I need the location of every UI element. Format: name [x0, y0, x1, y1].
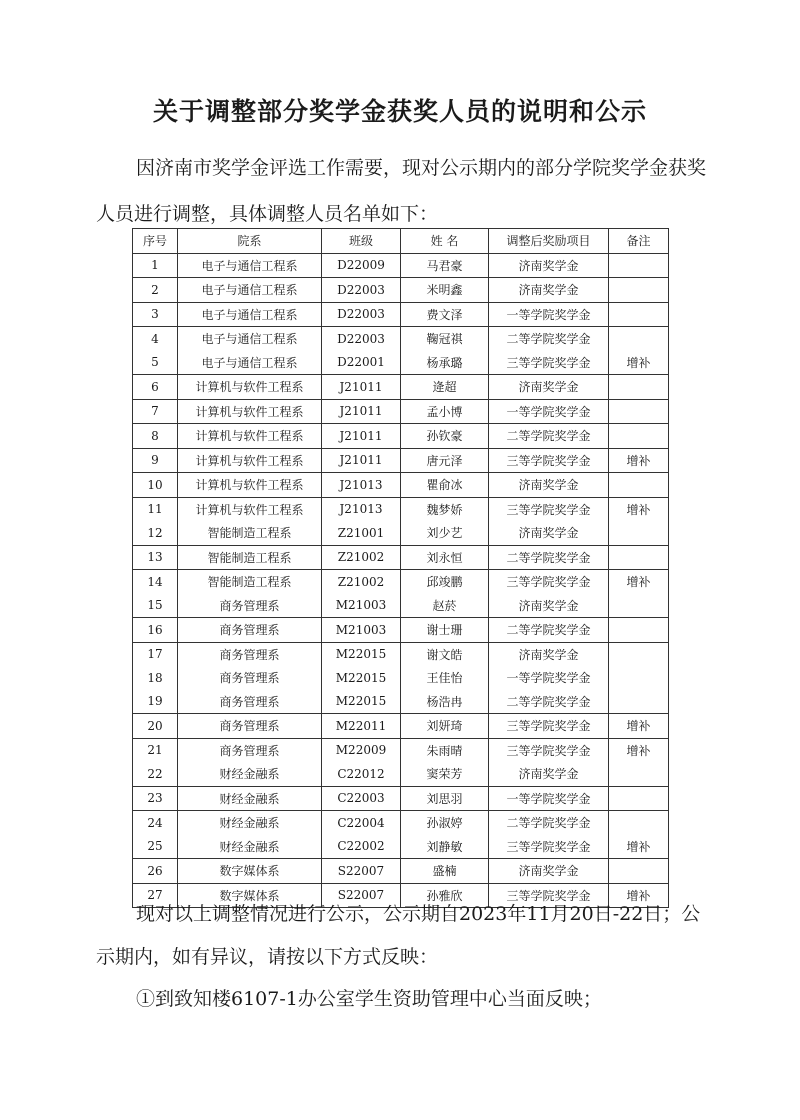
- cell-note: [609, 642, 669, 666]
- cell-award: 二等学院奖学金: [489, 424, 609, 449]
- header-dept: 院系: [178, 229, 322, 254]
- cell-seq: 2: [133, 278, 178, 303]
- cell-note: 增补: [609, 570, 669, 594]
- cell-note: 增补: [609, 351, 669, 375]
- table-row: [133, 473, 669, 498]
- cell-seq: 22: [133, 762, 178, 786]
- table-row: [133, 762, 669, 786]
- table-row: [133, 327, 669, 351]
- cell-award: 二等学院奖学金: [489, 545, 609, 570]
- cell-note: 增补: [609, 497, 669, 521]
- cell-class: M22011: [322, 714, 401, 739]
- table-row: [133, 811, 669, 835]
- cell-dept: 计算机与软件工程系: [178, 473, 322, 498]
- cell-dept: 财经金融系: [178, 835, 322, 859]
- cell-name: 费文泽: [401, 302, 489, 327]
- cell-note: [609, 302, 669, 327]
- cell-award: 一等学院奖学金: [489, 786, 609, 811]
- header-name: 姓 名: [401, 229, 489, 254]
- cell-note: 增补: [609, 714, 669, 739]
- cell-award: 三等学院奖学金: [489, 351, 609, 375]
- cell-name: 杨浩冉: [401, 690, 489, 714]
- cell-note: [609, 278, 669, 303]
- cell-class: J21011: [322, 448, 401, 473]
- table-row: [133, 618, 669, 643]
- cell-note: [609, 521, 669, 545]
- cell-class: D22003: [322, 278, 401, 303]
- cell-seq: 13: [133, 545, 178, 570]
- cell-award: 二等学院奖学金: [489, 811, 609, 835]
- cell-seq: 9: [133, 448, 178, 473]
- table-row: [133, 859, 669, 884]
- cell-class: D22003: [322, 302, 401, 327]
- cell-seq: 16: [133, 618, 178, 643]
- cell-dept: 财经金融系: [178, 762, 322, 786]
- document-title: 关于调整部分奖学金获奖人员的说明和公示: [152, 97, 647, 126]
- cell-dept: 财经金融系: [178, 811, 322, 835]
- table-row: [133, 278, 669, 303]
- closing-paragraph: [96, 893, 716, 979]
- cell-note: [609, 666, 669, 690]
- cell-class: J21011: [322, 375, 401, 400]
- cell-seq: 6: [133, 375, 178, 400]
- cell-seq: 12: [133, 521, 178, 545]
- cell-note: [609, 473, 669, 498]
- table-row: [133, 570, 669, 594]
- cell-class: D22009: [322, 253, 401, 278]
- cell-dept: 数字媒体系: [178, 883, 322, 908]
- cell-note: 增补: [609, 835, 669, 859]
- cell-award: 三等学院奖学金: [489, 835, 609, 859]
- cell-note: [609, 859, 669, 884]
- table-header-row: [133, 229, 669, 254]
- cell-dept: 智能制造工程系: [178, 570, 322, 594]
- cell-seq: 10: [133, 473, 178, 498]
- cell-name: 谢士珊: [401, 618, 489, 643]
- cell-seq: 24: [133, 811, 178, 835]
- cell-seq: 17: [133, 642, 178, 666]
- cell-award: 济南奖学金: [489, 253, 609, 278]
- cell-note: [609, 594, 669, 618]
- cell-name: 鞠冠祺: [401, 327, 489, 351]
- cell-name: 窦荣芳: [401, 762, 489, 786]
- cell-note: [609, 327, 669, 351]
- cell-dept: 商务管理系: [178, 714, 322, 739]
- cell-award: 二等学院奖学金: [489, 618, 609, 643]
- cell-note: [609, 786, 669, 811]
- cell-dept: 智能制造工程系: [178, 545, 322, 570]
- cell-class: M22015: [322, 666, 401, 690]
- cell-note: [609, 399, 669, 424]
- cell-award: 三等学院奖学金: [489, 570, 609, 594]
- cell-class: Z21002: [322, 545, 401, 570]
- cell-class: J21013: [322, 497, 401, 521]
- cell-class: J21013: [322, 473, 401, 498]
- cell-class: J21011: [322, 399, 401, 424]
- cell-name: 唐元泽: [401, 448, 489, 473]
- cell-class: C22004: [322, 811, 401, 835]
- cell-seq: 27: [133, 883, 178, 908]
- cell-seq: 25: [133, 835, 178, 859]
- cell-dept: 商务管理系: [178, 690, 322, 714]
- cell-seq: 1: [133, 253, 178, 278]
- cell-award: 济南奖学金: [489, 762, 609, 786]
- cell-note: 增补: [609, 448, 669, 473]
- table-row: [133, 786, 669, 811]
- cell-class: Z21002: [322, 570, 401, 594]
- cell-class: D22003: [322, 327, 401, 351]
- cell-class: M22015: [322, 642, 401, 666]
- cell-name: 刘静敏: [401, 835, 489, 859]
- cell-name: 刘永恒: [401, 545, 489, 570]
- cell-award: 三等学院奖学金: [489, 448, 609, 473]
- cell-seq: 21: [133, 738, 178, 762]
- cell-award: 三等学院奖学金: [489, 738, 609, 762]
- cell-award: 二等学院奖学金: [489, 327, 609, 351]
- cell-dept: 电子与通信工程系: [178, 327, 322, 351]
- cell-dept: 智能制造工程系: [178, 521, 322, 545]
- cell-class: S22007: [322, 859, 401, 884]
- header-note: 备注: [609, 229, 669, 254]
- cell-dept: 计算机与软件工程系: [178, 448, 322, 473]
- cell-award: 一等学院奖学金: [489, 399, 609, 424]
- cell-dept: 商务管理系: [178, 666, 322, 690]
- cell-class: S22007: [322, 883, 401, 908]
- cell-class: M21003: [322, 594, 401, 618]
- header-seq: 序号: [133, 229, 178, 254]
- cell-dept: 商务管理系: [178, 738, 322, 762]
- cell-seq: 26: [133, 859, 178, 884]
- table-row: [133, 351, 669, 375]
- table-row: [133, 375, 669, 400]
- cell-note: 增补: [609, 738, 669, 762]
- table-row: [133, 690, 669, 714]
- cell-seq: 19: [133, 690, 178, 714]
- cell-note: [609, 375, 669, 400]
- table-row: [133, 666, 669, 690]
- cell-dept: 商务管理系: [178, 642, 322, 666]
- cell-award: 一等学院奖学金: [489, 302, 609, 327]
- cell-class: M22009: [322, 738, 401, 762]
- cell-class: J21011: [322, 424, 401, 449]
- cell-seq: 23: [133, 786, 178, 811]
- adjustment-table: [132, 228, 669, 908]
- cell-dept: 计算机与软件工程系: [178, 399, 322, 424]
- cell-award: 济南奖学金: [489, 521, 609, 545]
- intro-paragraph: [96, 145, 716, 237]
- cell-name: 瞿俞冰: [401, 473, 489, 498]
- cell-note: [609, 545, 669, 570]
- cell-name: 朱雨晴: [401, 738, 489, 762]
- cell-note: [609, 811, 669, 835]
- table-row: [133, 642, 669, 666]
- contact-item-1: ①到致知楼6107-1办公室学生资助管理中心当面反映；: [136, 988, 602, 1010]
- cell-dept: 计算机与软件工程系: [178, 497, 322, 521]
- cell-seq: 18: [133, 666, 178, 690]
- cell-award: 济南奖学金: [489, 278, 609, 303]
- cell-name: 谢文皓: [401, 642, 489, 666]
- cell-name: 孟小博: [401, 399, 489, 424]
- cell-name: 盛楠: [401, 859, 489, 884]
- cell-dept: 电子与通信工程系: [178, 351, 322, 375]
- cell-seq: 8: [133, 424, 178, 449]
- cell-name: 刘妍琦: [401, 714, 489, 739]
- table-row: [133, 521, 669, 545]
- cell-seq: 3: [133, 302, 178, 327]
- cell-class: C22002: [322, 835, 401, 859]
- table-row: [133, 424, 669, 449]
- cell-seq: 11: [133, 497, 178, 521]
- cell-seq: 4: [133, 327, 178, 351]
- cell-dept: 数字媒体系: [178, 859, 322, 884]
- cell-name: 刘少艺: [401, 521, 489, 545]
- cell-seq: 7: [133, 399, 178, 424]
- cell-dept: 财经金融系: [178, 786, 322, 811]
- table-body: [133, 253, 669, 908]
- cell-dept: 计算机与软件工程系: [178, 375, 322, 400]
- cell-name: 王佳怡: [401, 666, 489, 690]
- cell-class: M21003: [322, 618, 401, 643]
- cell-award: 三等学院奖学金: [489, 883, 609, 908]
- cell-dept: 电子与通信工程系: [178, 302, 322, 327]
- cell-note: [609, 762, 669, 786]
- table-row: [133, 835, 669, 859]
- cell-name: 马君豪: [401, 253, 489, 278]
- cell-award: 三等学院奖学金: [489, 714, 609, 739]
- cell-dept: 电子与通信工程系: [178, 253, 322, 278]
- cell-dept: 计算机与软件工程系: [178, 424, 322, 449]
- cell-seq: 14: [133, 570, 178, 594]
- cell-note: [609, 690, 669, 714]
- table-row: [133, 714, 669, 739]
- cell-award: 一等学院奖学金: [489, 666, 609, 690]
- cell-name: 逄超: [401, 375, 489, 400]
- cell-award: 三等学院奖学金: [489, 497, 609, 521]
- cell-class: Z21001: [322, 521, 401, 545]
- table-row: [133, 302, 669, 327]
- table-row: [133, 738, 669, 762]
- cell-name: 米明鑫: [401, 278, 489, 303]
- cell-name: 杨承璐: [401, 351, 489, 375]
- cell-note: [609, 424, 669, 449]
- cell-note: 增补: [609, 883, 669, 908]
- cell-note: [609, 253, 669, 278]
- table-row: [133, 545, 669, 570]
- closing-text: 现对以上调整情况进行公示，公示期自2023年11月20日-22日；公示期内，如有异议，请按以下方式反映：: [96, 903, 701, 968]
- cell-seq: 15: [133, 594, 178, 618]
- cell-name: 赵菸: [401, 594, 489, 618]
- table-row: [133, 497, 669, 521]
- cell-name: 魏梦娇: [401, 497, 489, 521]
- header-class: 班级: [322, 229, 401, 254]
- cell-name: 邱竣鹏: [401, 570, 489, 594]
- cell-award: 济南奖学金: [489, 859, 609, 884]
- cell-seq: 5: [133, 351, 178, 375]
- cell-dept: 商务管理系: [178, 618, 322, 643]
- table-row: [133, 448, 669, 473]
- cell-name: 孙钦豪: [401, 424, 489, 449]
- cell-dept: 电子与通信工程系: [178, 278, 322, 303]
- cell-award: 二等学院奖学金: [489, 690, 609, 714]
- cell-name: 孙淑婷: [401, 811, 489, 835]
- cell-award: 济南奖学金: [489, 473, 609, 498]
- cell-class: M22015: [322, 690, 401, 714]
- cell-name: 孙雅欣: [401, 883, 489, 908]
- header-award: 调整后奖励项目: [489, 229, 609, 254]
- cell-note: [609, 618, 669, 643]
- cell-name: 刘思羽: [401, 786, 489, 811]
- cell-class: C22003: [322, 786, 401, 811]
- cell-class: C22012: [322, 762, 401, 786]
- intro-text: 因济南市奖学金评选工作需要，现对公示期内的部分学院奖学金获奖人员进行调整，具体调整人员名单如下：: [96, 157, 707, 225]
- cell-award: 济南奖学金: [489, 642, 609, 666]
- table-row: [133, 594, 669, 618]
- cell-dept: 商务管理系: [178, 594, 322, 618]
- cell-award: 济南奖学金: [489, 375, 609, 400]
- cell-seq: 20: [133, 714, 178, 739]
- table-row: [133, 399, 669, 424]
- cell-class: D22001: [322, 351, 401, 375]
- cell-award: 济南奖学金: [489, 594, 609, 618]
- table-row: [133, 253, 669, 278]
